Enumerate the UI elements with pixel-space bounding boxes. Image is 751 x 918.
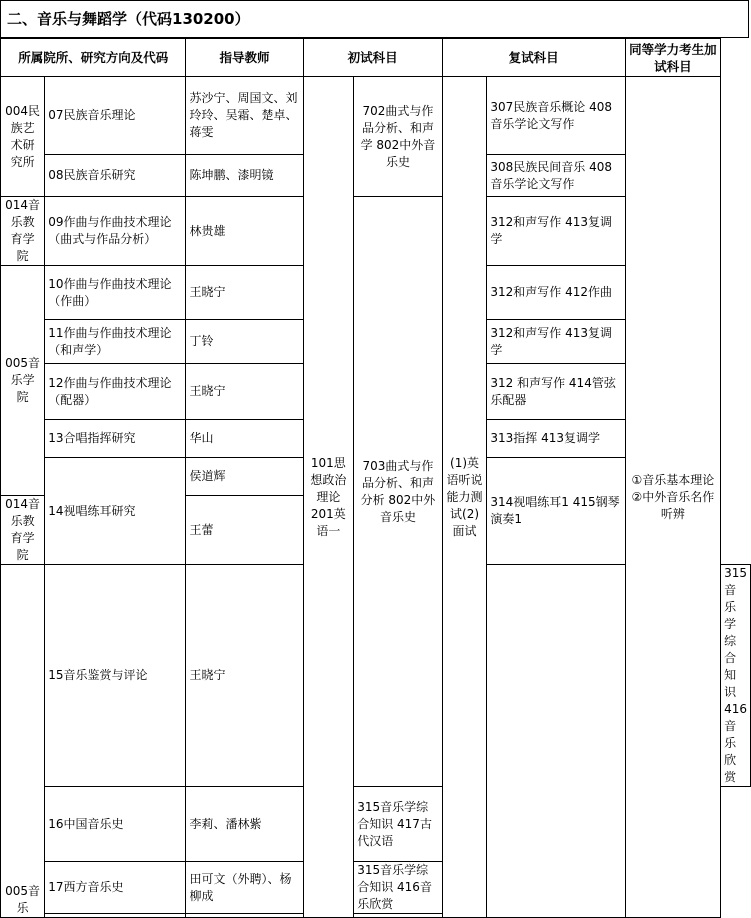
subject-table	[0, 38, 751, 918]
header-retest: 复试科目	[442, 39, 625, 77]
direction-14: 14视唱练耳研究	[45, 458, 186, 565]
retest-09: 312和声写作 413复调学	[487, 197, 625, 266]
retest-common: (1)英语听说能力测试(2)面试	[442, 77, 487, 918]
retest-17: 315音乐学综合知识 416音乐欣赏	[354, 862, 442, 914]
retest-11: 312和声写作 413复调学	[487, 320, 625, 364]
direction-13: 13合唱指挥研究	[45, 420, 186, 458]
direction-11: 11作曲与作曲技术理论（和声学）	[45, 320, 186, 364]
retest-12: 312 和声写作 414管弦乐配器	[487, 364, 625, 420]
prelim-empty	[487, 565, 625, 918]
advisor-16: 李莉、潘林紫	[186, 787, 303, 862]
institute-005a: 005音乐学院	[1, 266, 45, 496]
advisor-17: 田可文（外聘）、杨柳成	[186, 862, 303, 914]
equiv-tests: ①音乐基本理论 ②中外音乐名作听辨	[625, 77, 720, 918]
institute-014b: 014音乐教育学院	[1, 496, 45, 565]
table-row	[1, 77, 751, 155]
direction-07: 07民族音乐理论	[45, 77, 186, 155]
advisor-07: 苏沙宁、周国文、刘玲玲、吴霜、楚卓、蒋雯	[186, 77, 303, 155]
institute-005b: 005音乐	[1, 565, 45, 918]
direction-16: 16中国音乐史	[45, 787, 186, 862]
retest-16: 315音乐学综合知识 417古代汉语	[354, 787, 442, 862]
institute-004: 004民族艺术研究所	[1, 77, 45, 197]
retest-10: 312和声写作 412作曲	[487, 266, 625, 320]
header-advisor: 指导教师	[186, 39, 303, 77]
advisor-08: 陈坤鹏、漆明镜	[186, 155, 303, 197]
prelim-common: 101思想政治理论201英语一	[303, 77, 354, 918]
retest-13: 313指挥 413复调学	[487, 420, 625, 458]
advisor-14b: 王蕾	[186, 496, 303, 565]
direction-08: 08民族音乐研究	[45, 155, 186, 197]
header-equiv: 同等学力考生加试科目	[625, 39, 720, 77]
advisor-09: 林贵雄	[186, 197, 303, 266]
retest-08: 308民族民间音乐 408音乐学论文写作	[487, 155, 625, 197]
header-institute: 所属院所、研究方向及代码	[1, 39, 186, 77]
advisor-11: 丁铃	[186, 320, 303, 364]
prelim-702: 702曲式与作品分析、和声学 802中外音乐史	[354, 77, 442, 197]
prelim-703: 703曲式与作品分析、和声分析 802中外音乐史	[354, 197, 442, 787]
retest-14: 314视唱练耳1 415钢琴演奏1	[487, 458, 625, 565]
advisor-14a: 侯道辉	[186, 458, 303, 496]
header-prelim: 初试科目	[303, 39, 442, 77]
direction-10: 10作曲与作曲技术理论（作曲）	[45, 266, 186, 320]
direction-15: 15音乐鉴赏与评论	[45, 565, 186, 787]
header-row	[1, 39, 751, 77]
advisor-10: 王晓宁	[186, 266, 303, 320]
direction-17: 17西方音乐史	[45, 862, 186, 914]
institute-014a: 014音乐教育学院	[1, 197, 45, 266]
retest-07: 307民族音乐概论 408音乐学论文写作	[487, 77, 625, 155]
advisor-15: 王晓宁	[186, 565, 303, 787]
advisor-13: 华山	[186, 420, 303, 458]
section-title: 二、音乐与舞蹈学（代码130200）	[0, 0, 749, 38]
retest-15: 315音乐学综合知识 416音乐欣赏	[721, 565, 751, 787]
direction-12: 12作曲与作曲技术理论（配器）	[45, 364, 186, 420]
direction-09: 09作曲与作曲技术理论（曲式与作品分析）	[45, 197, 186, 266]
advisor-12: 王晓宁	[186, 364, 303, 420]
